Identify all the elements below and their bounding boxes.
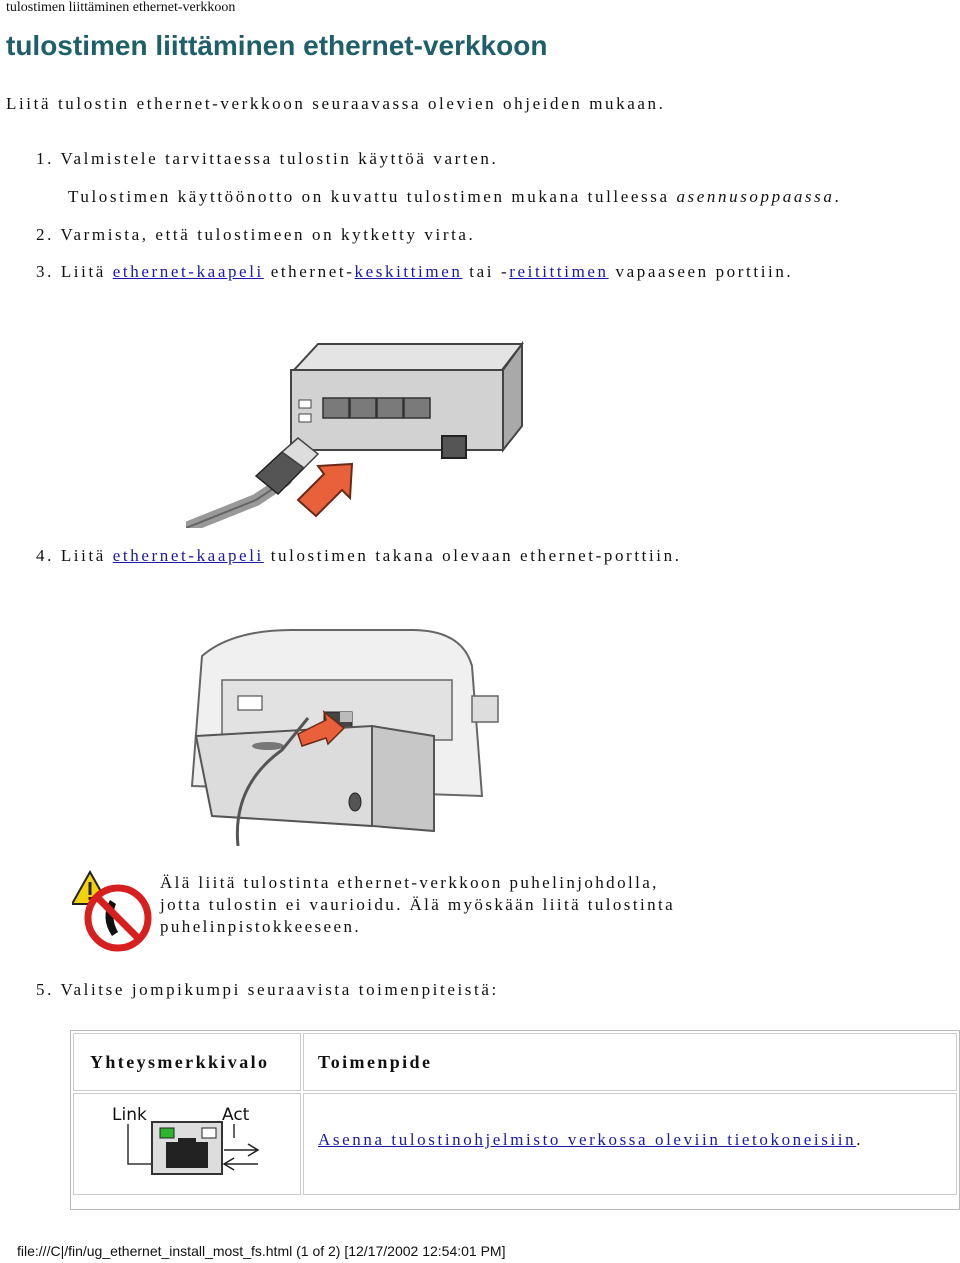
no-phone-cable-warning-icon (72, 870, 156, 954)
step-1-text: Valmistele tarvittaessa tulostin käyttöä varten. (60, 149, 499, 168)
step-1-note-post: . (834, 187, 842, 206)
status-light-table (70, 1030, 960, 1210)
hub-link[interactable]: keskittimen (354, 262, 463, 281)
step-4 (36, 546, 682, 566)
router-link[interactable]: reitittimen (509, 262, 609, 281)
act-label: Act (222, 1105, 250, 1125)
step-2-text: Varmista, että tulostimeen on kytketty virta. (60, 225, 476, 244)
install-software-link[interactable]: Asenna tulostinohjelmisto verkossa oleviin tietokoneisiin (318, 1130, 857, 1149)
row-1-action-period: . (856, 1130, 864, 1149)
page-title: tulostimen liittäminen ethernet-verkkoon (6, 30, 548, 61)
ethernet-cable-link-2[interactable]: ethernet-kaapeli (112, 546, 264, 565)
step-5-text: Valitse jompikumpi seuraavista toimenpiteistä: (60, 980, 499, 999)
step-1-number: 1. (36, 149, 54, 168)
step-4-pre: Liitä (60, 546, 113, 565)
header-light-label: Yhteysmerkkivalo (90, 1052, 270, 1072)
step-1-note (68, 187, 841, 207)
intro-text: Liitä tulostin ethernet-verkkoon seuraavassa olevien ohjeiden mukaan. (6, 94, 666, 113)
table-header-action (303, 1033, 957, 1091)
file-path-footer: file:///C|/fin/ug_ethernet_install_most_fs.html (1 of 2) [12/17/2002 12:54:01 PM] (17, 1243, 506, 1259)
step-3-mid-1: ethernet- (263, 262, 355, 281)
running-header: tulostimen liittäminen ethernet-verkkoon (6, 0, 236, 15)
link-label: Link (112, 1105, 147, 1125)
step-2 (36, 225, 475, 245)
printer-rear-illustration (172, 626, 502, 846)
row-1-action-text (318, 1130, 863, 1150)
step-2-number: 2. (36, 225, 54, 244)
step-4-number: 4. (36, 546, 54, 565)
step-3-pre: Liitä (60, 262, 113, 281)
step-5-number: 5. (36, 980, 54, 999)
warning-text: Älä liitä tulostinta ethernet-verkkoon puhelinjohdolla, jotta tulostin ei vaurioidu. Älä myöskään liitä tulostinta puhelinpistokkeeseen. (160, 873, 676, 936)
header-action-label: Toimenpide (318, 1052, 433, 1072)
step-3 (36, 262, 793, 282)
table-row-1-action (303, 1093, 957, 1195)
step-3-post: vapaaseen porttiin. (608, 262, 794, 281)
ethernet-cable-link[interactable]: ethernet-kaapeli (112, 262, 264, 281)
link-act-lights-icon (112, 1102, 262, 1186)
step-1 (36, 149, 498, 169)
step-1-note-pre: Tulostimen käyttöönotto on kuvattu tulostimen mukana tulleessa (68, 187, 677, 206)
hub-connection-illustration (186, 340, 524, 528)
table-header-light (73, 1033, 301, 1091)
step-5 (36, 980, 499, 1000)
step-4-post: tulostimen takana olevaan ethernet-porttiin. (263, 546, 682, 565)
step-3-number: 3. (36, 262, 54, 281)
step-3-mid-2: tai - (462, 262, 510, 281)
table-row-1-light (73, 1093, 301, 1195)
setup-guide-reference: asennusoppaassa (676, 187, 835, 206)
